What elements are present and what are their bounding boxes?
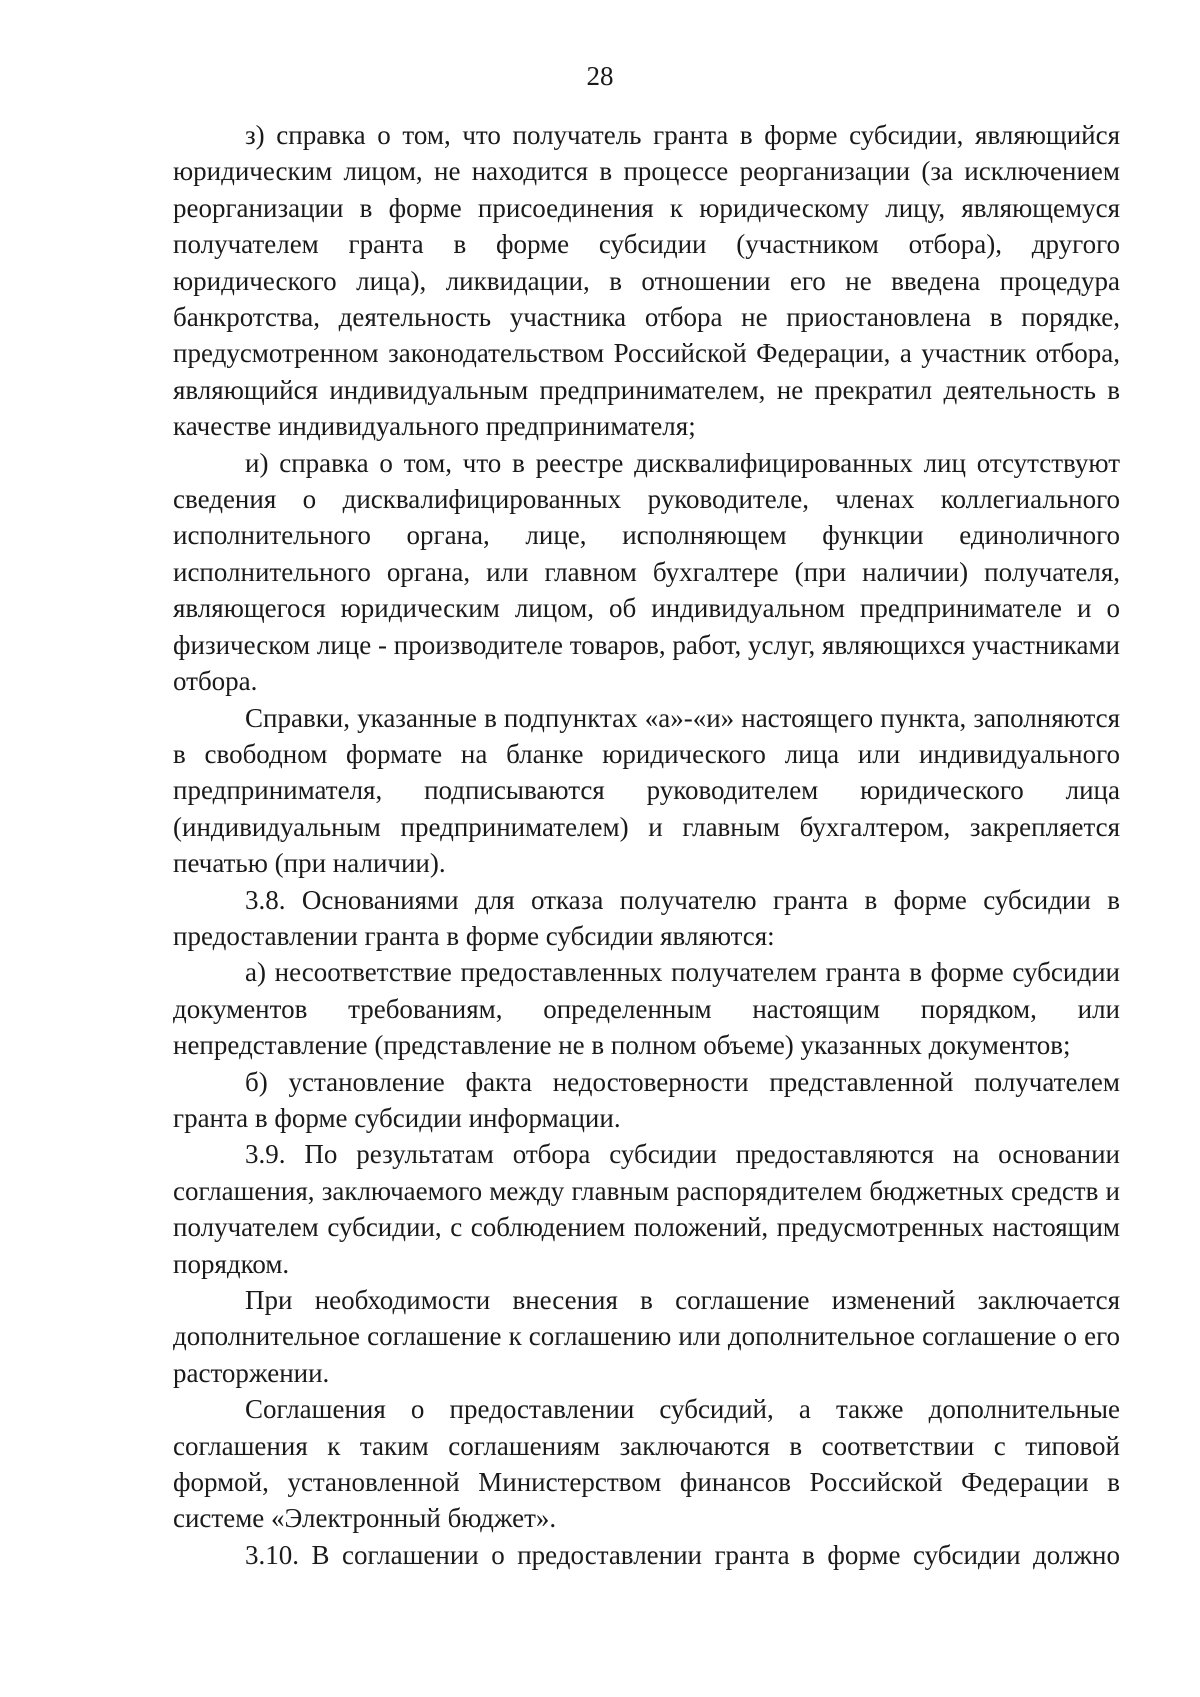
paragraph-certificates-format: Справки, указанные в подпунктах «а»-«и» настоящего пункта, заполняются в свободном формате на бланке юридического лица или индивидуального предпринимателя, подписываются руководителем юридического лица (индивидуальным предпринимателем) и главным бухгалтером, закрепляется печатью (при наличии). xyxy=(173,702,1120,879)
paragraph-b-unreliable-info: б) установление факта недостоверности представленной получателем гранта в форме субсидии информации. xyxy=(173,1066,1120,1133)
document-body xyxy=(173,117,1120,1573)
paragraph-z-certificate-reorganization: з) справка о том, что получатель гранта в форме субсидии, являющийся юридическим лицом, не находится в процессе реорганизации (за исключением реорганизации в форме присоединения к юридическому лицу, являющемуся получателем гранта в форме субсидии (участником отбора), другого юридического лица), ликвидации, в отношении его не введена процедура банкротства, деятельность участника отбора не приостановлена в порядке, предусмотренном законодательством Российской Федерации, а участник отбора, являющийся индивидуальным предпринимателем, не прекратил деятельность в качестве индивидуального предпринимателя; xyxy=(173,120,1120,442)
paragraph-additional-agreement: При необходимости внесения в соглашение изменений заключается дополнительное соглашение к соглашению или дополнительное соглашение о его расторжении. xyxy=(173,1285,1120,1388)
paragraph-i-certificate-disqualified: и) справка о том, что в реестре дисквалифицированных лиц отсутствуют сведения о дисквалифицированных руководителе, членах коллегиального исполнительного органа, лице, исполняющем функции единоличного исполнительного органа, или главном бухгалтере (при наличии) получателя, являющегося юридическим лицом, об индивидуальном предпринимателе и о физическом лице - производителе товаров, работ, услуг, являющихся участниками отбора. xyxy=(173,447,1120,697)
paragraph-standard-form: Соглашения о предоставлении субсидий, а также дополнительные соглашения к таким соглашениям заключаются в соответствии с типовой формой, установленной Министерством финансов Российской Федерации в системе «Электронный бюджет». xyxy=(173,1394,1120,1534)
paragraph-3-9-agreement: 3.9. По результатам отбора субсидии предоставляются на основании соглашения, заключаемого между главным распорядителем бюджетных средств и получателем субсидии, с соблюдением положений, предусмотренных настоящим порядком. xyxy=(173,1139,1120,1279)
page-number: 28 xyxy=(586,61,614,91)
paragraph-3-8-refusal-grounds: 3.8. Основаниями для отказа получателю гранта в форме субсидии в предоставлении гранта в форме субсидии являются: xyxy=(173,884,1120,951)
paragraph-a-noncompliance: а) несоответствие предоставленных получателем гранта в форме субсидии документов требованиям, определенным настоящим порядком, или непредставление (представление не в полном объеме) указанных документов; xyxy=(173,957,1120,1061)
paragraph-3-10-agreement-content: 3.10. В соглашении о предоставлении гранта в форме субсидии должно xyxy=(245,1539,1120,1570)
